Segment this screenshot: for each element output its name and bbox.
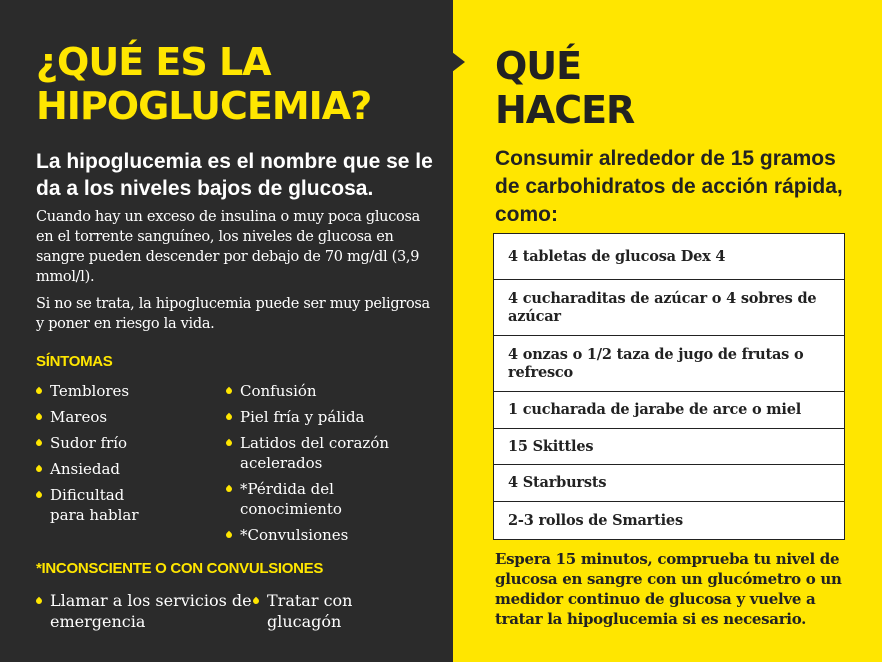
action-label: Llamar a los servicios de emergencia [50, 591, 252, 631]
list-item [36, 407, 216, 427]
list-item [226, 381, 426, 401]
list-item [226, 433, 410, 473]
left-title-line-2: HIPOGLUCEMIA? [36, 84, 372, 128]
unconscious-heading: *INCONSCIENTE O CON CONVULSIONES [36, 560, 324, 577]
table-row: 15 Skittles [494, 429, 844, 465]
intro-paragraph: Cuando hay un exceso de insulina o muy poca glucosa en el torrente sanguíneo, los niveles de glucosa en sangre pueden descender por debajo de 70 mg/dl (3,9 mmol/l). [36, 209, 420, 285]
table-row: 1 cucharada de jarabe de arce o miel [494, 392, 844, 429]
action-label: Tratar con glucagón [267, 591, 353, 631]
symptoms-heading: SÍNTOMAS [36, 353, 113, 370]
follow-up-instructions: Espera 15 minutos, comprueba tu nivel de glucosa en sangre con un glucómetro o un medidor continuo de glucosa y vuelve a tratar la hipoglucemia si es necesario. [495, 550, 842, 628]
arrow-notch-icon [452, 52, 465, 72]
table-row: 4 cucharaditas de azúcar o 4 sobres de azúcar [494, 280, 844, 336]
droplet-icon [225, 387, 233, 395]
table-row: 4 onzas o 1/2 taza de jugo de frutas o refresco [494, 336, 844, 392]
right-title-line-2: HACER [495, 88, 635, 132]
droplet-icon [35, 413, 43, 421]
right-title [495, 44, 634, 132]
symptoms-list-2 [226, 381, 426, 551]
droplet-icon [35, 465, 43, 473]
symptom-label: Dificultad para hablar [50, 486, 139, 524]
droplet-icon [252, 597, 260, 605]
right-subtitle: Consumir alrededor de 15 gramos de carbohidratos de acción rápida, como: [495, 147, 843, 226]
list-item [36, 590, 256, 632]
left-title [36, 40, 371, 128]
carbohydrate-options-table [493, 233, 845, 540]
action-list-1 [36, 590, 256, 632]
droplet-icon [225, 485, 233, 493]
droplet-icon [225, 413, 233, 421]
symptom-label: *Pérdida del conocimiento [240, 480, 342, 518]
table-row: 4 tabletas de glucosa Dex 4 [494, 234, 844, 280]
left-subtitle: La hipoglucemia es el nombre que se le da a los niveles bajos de glucosa. [36, 150, 433, 200]
list-item [226, 479, 370, 519]
droplet-icon [35, 491, 43, 499]
list-item [36, 381, 216, 401]
table-row: 2-3 rollos de Smarties [508, 511, 683, 529]
droplet-icon [35, 387, 43, 395]
symptom-label: Piel fría y pálida [240, 408, 365, 426]
symptom-label: Confusión [240, 382, 317, 400]
symptom-label: Mareos [50, 408, 108, 426]
left-title-line-1: ¿QUÉ ES LA [36, 40, 271, 84]
symptom-label: Temblores [50, 382, 130, 400]
list-item [36, 433, 216, 453]
warning-paragraph: Si no se trata, la hipoglucemia puede ser muy peligrosa y poner en riesgo la vida. [36, 296, 430, 332]
symptom-label: Sudor frío [50, 434, 128, 452]
droplet-icon [35, 597, 43, 605]
droplet-icon [225, 439, 233, 447]
action-list-2 [253, 590, 433, 632]
symptom-label: Ansiedad [50, 460, 121, 478]
droplet-icon [35, 439, 43, 447]
list-item [226, 407, 426, 427]
symptom-label: Latidos del corazón acelerados [240, 434, 390, 472]
table-row: 4 Starbursts [494, 465, 844, 502]
right-title-line-1: QUÉ [495, 44, 582, 88]
list-item [36, 485, 160, 525]
symptoms-list-1 [36, 381, 216, 531]
list-item [253, 590, 387, 632]
list-item [36, 459, 216, 479]
symptom-label: *Convulsiones [240, 526, 349, 544]
list-item [226, 525, 426, 545]
droplet-icon [225, 531, 233, 539]
